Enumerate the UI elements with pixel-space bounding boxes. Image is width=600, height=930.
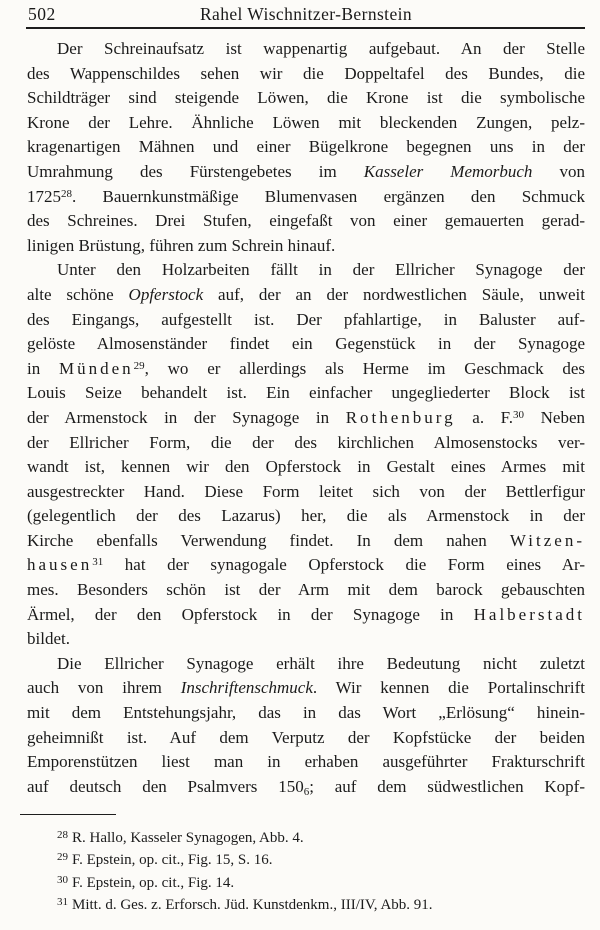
footnote-text: Mitt. d. Ges. z. Erforsch. Jüd. Kunstdenkm., III/IV, Abb. 91. [72,897,433,914]
text-run: . Wir kennen die Portalinschrift [312,678,586,698]
footnote-ref: 31 [92,556,104,569]
text-line [27,111,585,136]
text-line [27,37,585,62]
paragraph [27,258,585,652]
text-line [27,185,585,210]
text-line [27,627,585,652]
text-line [27,381,585,406]
text-run: geheimnißt ist. Auf dem Verputz der Kopfstücke der beiden [27,727,585,747]
text-line [27,775,585,800]
footnote-item [27,827,585,849]
footnotes-list [27,827,585,917]
text-line [27,258,585,283]
footnote-marker: 29 [57,851,68,864]
text-run: mes. Besonders schön ist der Arm mit dem barock gebauschten [27,580,585,600]
text-run: ausgestreckter Hand. Diese Form leitet sich von der Bettlerfigur [27,481,585,501]
italic-text: Inschriftenschmuck [180,678,313,698]
text-run: hat der synagogale Opferstock die Form eines Ar- [103,555,585,575]
text-line [27,209,585,234]
footnote-ref: 29 [133,359,145,372]
italic-text: Opferstock [128,284,204,304]
letterspaced-text: Witzen- [509,530,585,550]
text-line [27,603,585,628]
footnote-item [27,849,585,871]
footnote-item [27,894,585,916]
text-run: . Bauernkunstmäßige Blumenvasen ergänzen den Schmuck [72,186,585,206]
text-run: wandt ist, kennen wir den Opferstock in Gestalt eines Armes mit [27,457,585,477]
text-line [27,357,585,382]
text-run: auch von ihrem [27,678,181,698]
letterspaced-text: Halberstadt [473,604,585,624]
text-line [27,62,585,87]
text-line [27,234,585,259]
text-run: Neben [524,407,586,427]
text-run: des Wappenschildes sehen wir die Doppeltafel des Bundes, die [27,63,585,83]
text-run: Unter den Holzarbeiten fällt in der Ellricher Synagoge der [57,260,585,280]
footnote-marker: 28 [57,829,68,841]
text-run: Ärmel, der den Opferstock in der Synagoge in [27,604,474,624]
text-line [27,553,585,578]
text-line [27,578,585,603]
text-run: a. F. [455,407,514,427]
text-run: gelöste Almosenständer findet ein Gegenstück in der Synagoge [27,334,585,354]
text-run: Schildträger sind steigende Löwen, die Krone ist die symbolische [27,88,585,108]
header-rule [26,27,585,29]
text-run: in [27,358,59,378]
text-run: ; auf dem südwestlichen Kopf- [309,776,585,796]
text-line [27,283,585,308]
text-line [27,750,585,775]
text-run: 1725 [27,186,61,206]
text-run: auf deutsch den Psalmvers 150 [27,776,304,796]
page-header [27,4,585,26]
paragraph [27,37,585,258]
text-line [27,135,585,160]
text-line [27,308,585,333]
footnote-ref: 30 [513,408,525,421]
italic-text: Kasseler Memorbuch [363,161,533,181]
text-run: Der Schreinaufsatz ist wappenartig aufgebaut. An der Stelle [57,39,585,58]
text-run: Die Ellricher Synagoge erhält ihre Bedeutung nicht zuletzt [57,653,585,673]
text-run: auf, der an der nordwestlichen Säule, unweit [203,284,585,304]
text-line [27,676,585,701]
footnote-marker: 30 [57,873,68,886]
footnote-text: F. Epstein, op. cit., Fig. 14. [72,874,235,891]
text-line [27,652,585,677]
page-number: 502 [28,4,56,24]
footnote-ref: 28 [61,187,72,200]
text-run: bildet. [27,629,70,649]
text-line [27,431,585,456]
text-run: Louis Seize behandelt ist. Ein einfacher ungegliederter Block ist [27,383,585,403]
footnote-text: R. Hallo, Kasseler Synagogen, Abb. 4. [72,830,304,846]
text-line [27,480,585,505]
text-line [27,86,585,111]
text-run: der Ellricher Form, die der des kirchlichen Almosenstocks ver- [27,432,585,452]
footnote-text: F. Epstein, op. cit., Fig. 15, S. 16. [72,852,273,869]
text-run: der Armenstock in der Synagoge in [27,407,346,427]
text-line [27,504,585,529]
text-run: Kirche ebenfalls Verwendung findet. In dem nahen [27,530,510,550]
subscript: 6 [303,785,310,798]
text-line [27,726,585,751]
letterspaced-text: Münden [58,358,134,378]
text-run: alte schöne [27,284,129,304]
letterspaced-text: hausen [27,555,93,575]
text-line [27,701,585,726]
footnote-separator-rule [20,814,116,815]
text-run: Krone der Lehre. Ähnliche Löwen mit bleckenden Zungen, pelz- [27,112,585,132]
footnote-marker: 31 [57,896,68,909]
letterspaced-text: Rothenburg [345,407,456,427]
text-run: von [532,161,585,181]
text-run: des Eingangs, aufgestellt ist. Der pfahlartige, in Baluster auf- [27,309,585,329]
text-run: linigen Brüstung, führen zum Schrein hinauf. [27,235,336,255]
text-run: (gelegentlich der des Lazarus) her, die als Armenstock in der [27,506,585,526]
paragraph [27,652,585,800]
text-line [27,455,585,480]
text-run: mit dem Entstehungsjahr, das in das Wort „Erlösung“ hinein- [27,703,585,723]
text-line [27,406,585,431]
text-run: des Schreines. Drei Stufen, eingefaßt von einer gemauerten gerad- [27,211,585,231]
text-run: , wo er allerdings als Herme im Geschmack des [144,358,585,378]
text-run: Umrahmung des Fürstengebetes im [27,161,364,181]
text-line [27,529,585,554]
text-line [27,160,585,185]
text-run: Emporenstützen liest man in erhaben ausgeführter Frakturschrift [27,752,585,772]
text-line [27,332,585,357]
text-run: kragenartigen Mähnen und einer Bügelkrone begegnen uns in der [27,137,585,157]
running-title: Rahel Wischnitzer-Bernstein [199,4,413,24]
footnote-item [27,872,585,894]
body-text [27,37,585,799]
